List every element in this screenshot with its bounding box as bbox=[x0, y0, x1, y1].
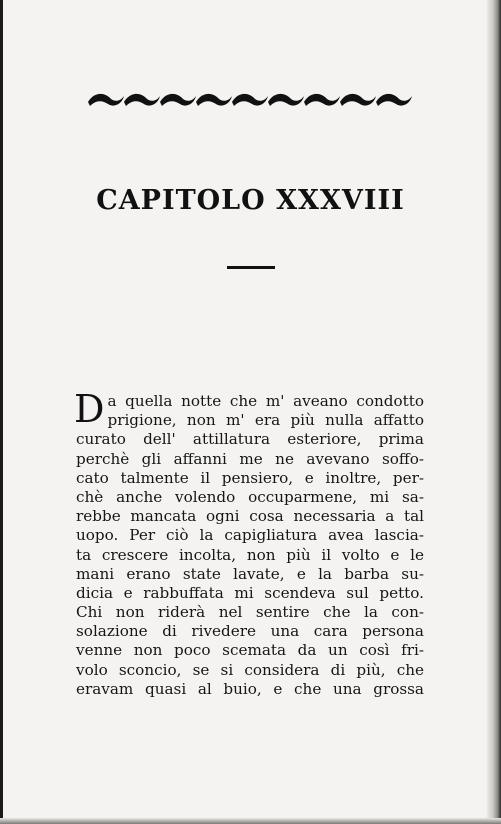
text-line: prigione, non m' era più nulla affatto bbox=[107, 411, 424, 430]
text-line: perchè gli affanni me ne avevano soffo- bbox=[76, 449, 424, 468]
chapter-body bbox=[74, 387, 424, 699]
text-line: chè anche volendo occuparmene, mi sa- bbox=[76, 487, 424, 506]
page-right-edge bbox=[487, 0, 501, 824]
text-line: curato dell' attillatura esteriore, prima bbox=[76, 430, 424, 449]
text-line: uopo. Per ciò la capigliatura avea lascia- bbox=[76, 526, 424, 545]
text-line: mani erano state lavate, e la barba su- bbox=[76, 564, 424, 583]
text-line: volo sconcio, se si considera di più, che bbox=[76, 660, 424, 679]
text-line: eravam quasi al buio, e che una grossa bbox=[76, 679, 424, 698]
page-left-edge bbox=[0, 0, 3, 824]
page-bottom-edge bbox=[0, 818, 501, 824]
text-line: rebbe mancata ogni cosa necessaria a tal bbox=[76, 507, 424, 526]
text-line: solazione di rivedere una cara persona bbox=[76, 622, 424, 641]
chapter-title: CAPITOLO XXXVIII bbox=[96, 185, 405, 216]
text-line: dicia e rabbuffata mi scendeva sul petto. bbox=[76, 583, 424, 602]
text-line: ta crescere incolta, non più il volto e le bbox=[76, 545, 424, 564]
text-line: a quella notte che m' aveano condotto bbox=[107, 392, 424, 410]
wave-ornament-icon bbox=[86, 88, 416, 110]
text-line: venne non poco scemata da un così fri- bbox=[76, 641, 424, 660]
drop-cap: D bbox=[74, 387, 105, 431]
text-line: Chi non riderà nel sentire che la con- bbox=[76, 603, 424, 622]
title-rule bbox=[227, 266, 275, 269]
text-line: cato talmente il pensiero, e inoltre, per- bbox=[76, 468, 424, 487]
